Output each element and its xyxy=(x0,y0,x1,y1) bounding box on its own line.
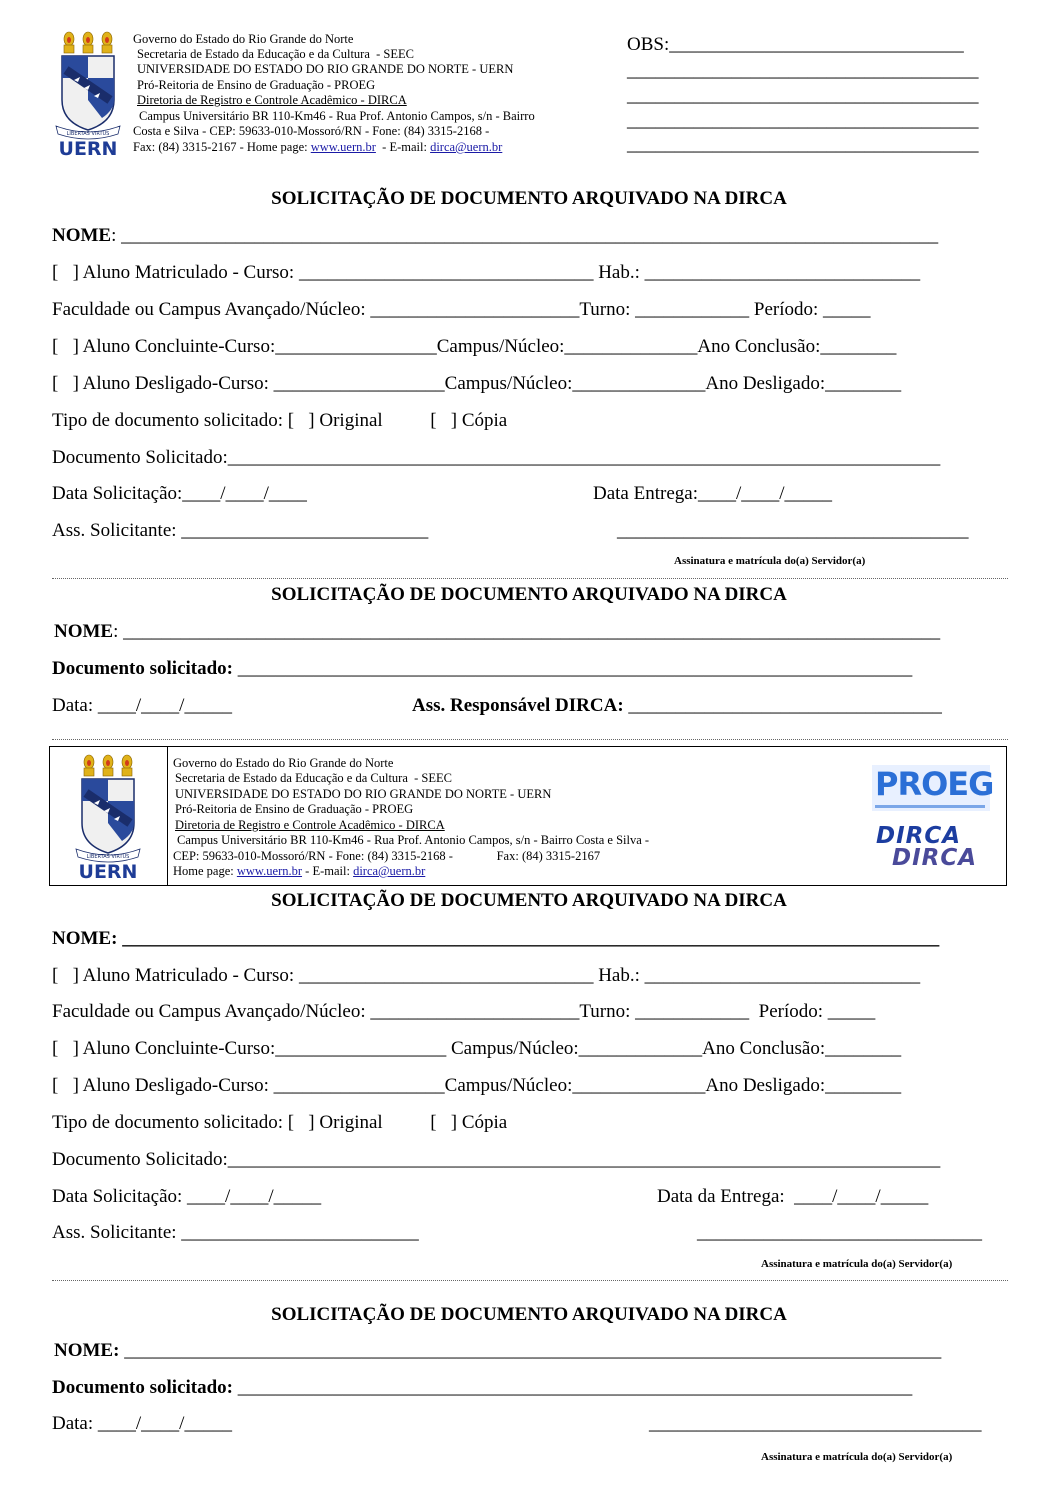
email-link[interactable]: dirca@uern.br xyxy=(430,140,503,154)
header-box xyxy=(49,746,1007,886)
home-page-link[interactable]: www.uern.br xyxy=(310,140,376,154)
receipt-documento-field[interactable]: Documento solicitado: _______________________________________________________________________ xyxy=(52,658,913,679)
tipo-documento-field[interactable]: Tipo de documento solicitado: [ ] Original [ ] Cópia xyxy=(52,1112,508,1133)
obs-line[interactable]: _____________________________________ xyxy=(627,134,979,155)
header-contact-line: Fax: (84) 3315-2167 - Home page: www.uern.br - E-mail: dirca@uern.br xyxy=(133,140,503,154)
svg-text:LIBERTAS VIRTUS: LIBERTAS VIRTUS xyxy=(86,854,130,860)
data-solicitacao-field[interactable]: Data Solicitação: ____/____/_____ xyxy=(52,1186,322,1207)
nome-field[interactable]: NOME: ______________________________________________________________________________________ xyxy=(52,928,940,949)
ass-responsavel-field[interactable]: Ass. Responsável DIRCA: _________________________________ xyxy=(412,695,942,716)
uern-shield-logo-icon xyxy=(70,753,146,881)
header-line: Secretaria de Estado da Educação e da Cultura - SEEC xyxy=(175,771,452,785)
nome-field[interactable]: NOME: ______________________________________________________________________________________ xyxy=(52,225,939,246)
ass-servidor-caption: Assinatura e matrícula do(a) Servidor(a) xyxy=(674,555,866,567)
receipt-data-field[interactable]: Data: ____/____/_____ xyxy=(52,1413,232,1434)
svg-text:LIBERTAS VIRTUS: LIBERTAS VIRTUS xyxy=(66,131,110,137)
aluno-desligado-field[interactable]: [ ] Aluno Desligado-Curso: __________________Campus/Núcleo:______________Ano Desligado:________ xyxy=(52,1075,902,1096)
header-box-divider xyxy=(167,747,168,885)
faculdade-field[interactable]: Faculdade ou Campus Avançado/Núcleo: ______________________Turno: ____________ Período: _____ xyxy=(52,299,871,320)
svg-text:UERN: UERN xyxy=(78,861,138,881)
obs-line[interactable]: _____________________________________ xyxy=(627,110,979,131)
ass-servidor-caption: Assinatura e matrícula do(a) Servidor(a) xyxy=(761,1258,953,1270)
header-line: UNIVERSIDADE DO ESTADO DO RIO GRANDE DO NORTE - UERN xyxy=(175,787,552,801)
proeg-logo: PROEG xyxy=(872,765,990,811)
obs-line[interactable]: _____________________________________ xyxy=(627,60,979,81)
data-solicitacao-field[interactable]: Data Solicitação:____/____/____ xyxy=(52,483,307,504)
header-line: CEP: 59633-010-Mossoró/RN - Fone: (84) 3315-2168 - Fax: (84) 3315-2167 xyxy=(173,849,601,863)
aluno-desligado-field[interactable]: [ ] Aluno Desligado-Curso: __________________Campus/Núcleo:______________Ano Desligado:________ xyxy=(52,373,902,394)
data-entrega-field[interactable]: Data Entrega:____/____/_____ xyxy=(593,483,833,504)
receipt-nome-field[interactable]: NOME: ______________________________________________________________________________________ xyxy=(54,621,941,642)
ass-solicitante-field[interactable]: Ass. Solicitante: __________________________ xyxy=(52,520,429,541)
documento-solicitado-field[interactable]: Documento Solicitado:___________________________________________________________________________ xyxy=(52,447,941,468)
header-line: UNIVERSIDADE DO ESTADO DO RIO GRANDE DO NORTE - UERN xyxy=(137,62,514,76)
header-line: Pró-Reitoria de Ensino de Graduação - PROEG xyxy=(175,802,414,816)
header-line: Campus Universitário BR 110-Km46 - Rua Prof. Antonio Campos, s/n - Bairro xyxy=(139,109,535,123)
aluno-matriculado-field[interactable]: [ ] Aluno Matriculado - Curso: _______________________________ Hab.: _____________________________ xyxy=(52,965,921,986)
documento-solicitado-field[interactable]: Documento Solicitado:___________________________________________________________________________ xyxy=(52,1149,941,1170)
ass-servidor-line[interactable]: _____________________________________ xyxy=(617,520,969,541)
cut-line-divider xyxy=(52,739,1008,740)
header-contact-line: Home page: www.uern.br - E-mail: dirca@uern.br xyxy=(173,864,426,878)
header-line: Costa e Silva - CEP: 59633-010-Mossoró/RN - Fone: (84) 3315-2168 - xyxy=(133,124,490,138)
dirca-logo: DIRCA DIRCA xyxy=(876,823,978,871)
obs-label[interactable]: OBS:_______________________________ xyxy=(627,34,964,55)
data-entrega-field[interactable]: Data da Entrega: ____/____/_____ xyxy=(657,1186,929,1207)
svg-text:UERN: UERN xyxy=(58,138,118,158)
aluno-matriculado-field[interactable]: [ ] Aluno Matriculado - Curso: _______________________________ Hab.: _____________________________ xyxy=(52,262,921,283)
ass-servidor-line[interactable]: ___________________________________ xyxy=(649,1413,982,1434)
header-line: Pró-Reitoria de Ensino de Graduação - PROEG xyxy=(137,78,376,92)
receipt-data-field[interactable]: Data: ____/____/_____ xyxy=(52,695,232,716)
uern-logo xyxy=(52,30,124,158)
receipt-title: SOLICITAÇÃO DE DOCUMENTO ARQUIVADO NA DIRCA xyxy=(271,1304,787,1325)
uern-shield-logo-icon xyxy=(52,30,124,158)
form-title: SOLICITAÇÃO DE DOCUMENTO ARQUIVADO NA DIRCA xyxy=(271,188,787,209)
ass-servidor-caption: Assinatura e matrícula do(a) Servidor(a) xyxy=(761,1451,953,1463)
receipt-title: SOLICITAÇÃO DE DOCUMENTO ARQUIVADO NA DIRCA xyxy=(271,584,787,605)
obs-line[interactable]: _____________________________________ xyxy=(627,85,979,106)
header-line: Diretoria de Registro e Controle Acadêmico - DIRCA xyxy=(137,93,407,107)
cut-line-divider xyxy=(52,578,1008,579)
receipt-nome-field[interactable]: NOME: ______________________________________________________________________________________ xyxy=(54,1340,942,1361)
header-line: Diretoria de Registro e Controle Acadêmico - DIRCA xyxy=(175,818,445,832)
email-link[interactable]: dirca@uern.br xyxy=(353,864,426,878)
form-title: SOLICITAÇÃO DE DOCUMENTO ARQUIVADO NA DIRCA xyxy=(271,890,787,911)
aluno-concluinte-field[interactable]: [ ] Aluno Concluinte-Curso:__________________ Campus/Núcleo:_____________Ano Conclusão:________ xyxy=(52,1038,902,1059)
faculdade-field[interactable]: Faculdade ou Campus Avançado/Núcleo: ______________________Turno: ____________ Período: _____ xyxy=(52,1001,876,1022)
header-line: Secretaria de Estado da Educação e da Cultura - SEEC xyxy=(137,47,414,61)
aluno-concluinte-field[interactable]: [ ] Aluno Concluinte-Curso:_________________Campus/Núcleo:______________Ano Conclusão:________ xyxy=(52,336,897,357)
cut-line-divider xyxy=(52,1280,1008,1281)
uern-logo xyxy=(70,753,146,881)
header-line: Campus Universitário BR 110-Km46 - Rua Prof. Antonio Campos, s/n - Bairro Costa e Silva - xyxy=(177,833,650,847)
header-line: Governo do Estado do Rio Grande do Norte xyxy=(173,756,394,770)
ass-servidor-line[interactable]: ______________________________ xyxy=(697,1222,982,1243)
ass-solicitante-field[interactable]: Ass. Solicitante: _________________________ xyxy=(52,1222,419,1243)
home-page-link[interactable]: www.uern.br xyxy=(236,864,303,878)
header-line: Governo do Estado do Rio Grande do Norte xyxy=(133,32,354,46)
tipo-documento-field[interactable]: Tipo de documento solicitado: [ ] Original [ ] Cópia xyxy=(52,410,508,431)
receipt-documento-field[interactable]: Documento solicitado: _______________________________________________________________________ xyxy=(52,1377,913,1398)
